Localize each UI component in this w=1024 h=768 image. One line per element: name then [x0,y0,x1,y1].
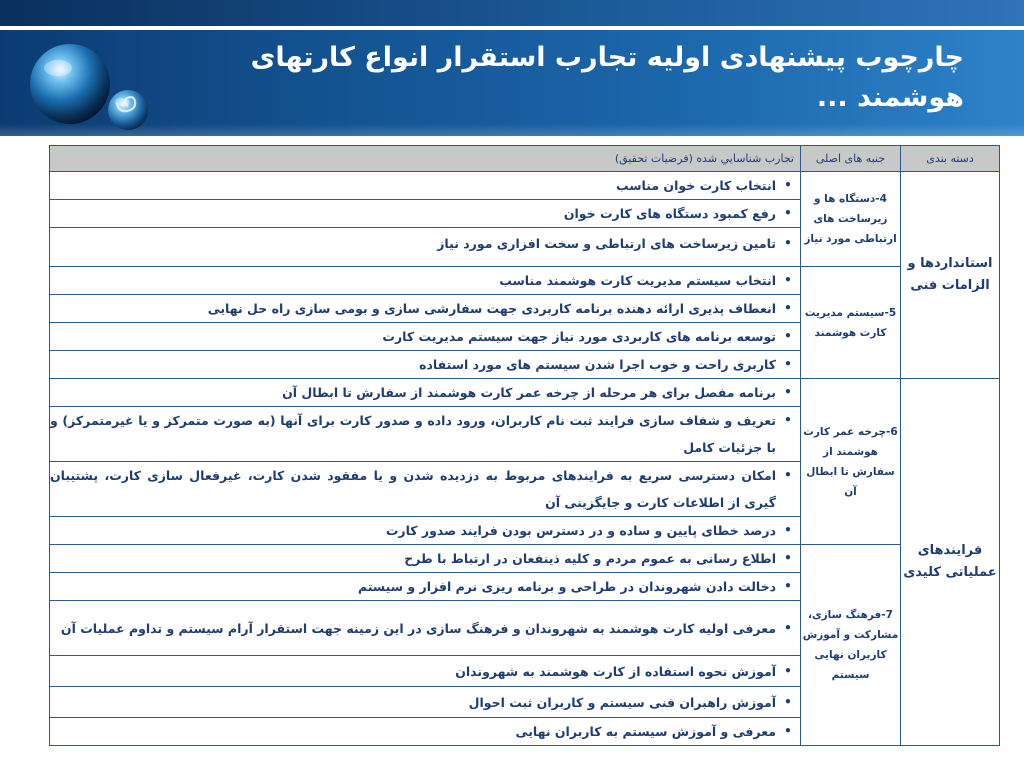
experience-cell [50,545,801,573]
experience-cell [50,407,801,462]
bullet-icon: • [784,523,792,537]
aspect-label: 7-فرهنگ سازی، مشارکت و آموزش کاربران نهایی سیستم [802,609,899,681]
bullet-icon: • [784,206,792,220]
experience-text: آموزش نحوه استفاده از کارت هوشمند به شهروندان [455,663,776,679]
experience-text: آموزش راهبران فنی سیستم و کاربران ثبت احوال [468,694,776,710]
sphere-logo-icon [24,38,154,134]
experience-text: معرفی اولیه کارت هوشمند به شهروندان و فرهنگ سازی در این زمینه جهت استقرار آرام سیستم و تداوم عملیات آن [60,620,776,636]
experience-text: برنامه مفصل برای هر مرحله از چرخه عمر کارت هوشمند از سفارش تا ابطال آن [282,385,776,400]
table-row [50,267,1000,295]
experience-text: توسعه برنامه های کاربردی مورد نیاز جهت سیستم مدیریت کارت [382,329,776,344]
experience-cell [50,351,801,379]
experience-cell [50,172,801,200]
aspect-cell-card-management-system [801,267,901,379]
experience-text: دخالت دادن شهروندان در طراحی و برنامه ریزی نرم افزار و سیستم [358,579,776,594]
bullet-icon: • [784,357,792,371]
bullet-icon: • [784,468,792,482]
aspect-cell-culture-training [801,545,901,746]
bullet-icon: • [784,551,792,565]
aspect-label: 4-دستگاه ها و زیرساخت های ارتباطی مورد نیاز [804,193,897,245]
header-aspect: جنبه های اصلی [801,146,901,172]
bullet-icon: • [784,329,792,343]
experience-text: امکان دسترسی سریع به فرایندهای مربوط به دزدیده شدن و یا مفقود شدن کارت، غیرفعال سازی کارت، پشتیبان گیری از اطلاعات کارت و جایگزینی آن [50,468,776,510]
header-category: دسته بندی [901,146,1000,172]
bullet-icon: • [784,663,792,678]
top-decorative-bar [0,0,1024,26]
bullet-icon: • [784,620,792,635]
experience-text: اطلاع رسانی به عموم مردم و کلیه ذینفعان در ارتباط با طرح [404,551,776,566]
bullet-icon: • [784,579,792,593]
table-row [50,379,1000,407]
bullet-icon: • [784,236,792,250]
table-header-row [50,146,1000,172]
experience-cell [50,379,801,407]
bullet-icon: • [784,724,792,738]
experience-cell [50,517,801,545]
experience-text: رفع کمبود دستگاه های کارت خوان [563,206,776,221]
bullet-icon: • [784,694,792,709]
experience-cell [50,687,801,718]
slide-title: چارچوب پیشنهادی اولیه تجارب استقرار انواع کارتهای هوشمند ... [250,42,964,113]
experience-text: انتخاب سیستم مدیریت کارت هوشمند مناسب [499,273,776,288]
bullet-icon: • [784,301,792,315]
experience-text: کاربری راحت و خوب اجرا شدن سیستم های مورد استفاده [419,357,776,372]
bullet-icon: • [784,385,792,399]
category-cell-key-operational-processes: فرایندهای عملیاتی کلیدی [901,379,1000,746]
experiences-table-container [49,145,999,746]
table-row [50,172,1000,200]
experience-cell [50,267,801,295]
experience-cell [50,295,801,323]
experience-cell [50,656,801,687]
bullet-icon: • [784,413,792,427]
experience-text: تعریف و شفاف سازی فرایند ثبت نام کاربران، ورود داده و صدور کارت برای آنها (به صورت متمرکز و یا غیرمتمرکز) و با جزئیات کامل [50,413,776,455]
experience-text: معرفی و آموزش سیستم به کاربران نهایی [515,724,776,739]
experience-text: درصد خطای پایین و ساده و در دسترس بودن فرایند صدور کارت [385,523,776,538]
experience-text: تامین زیرساخت های ارتباطی و سخت افزاری مورد نیاز [437,236,776,251]
aspect-cell-card-lifecycle [801,379,901,545]
experience-cell [50,323,801,351]
aspect-cell-devices-infrastructure [801,172,901,267]
header-experience: تجارب شناسايي شده (فرضيات تحقيق) [50,146,801,172]
experience-cell [50,228,801,267]
category-cell-technical-standards: استانداردها و الزامات فنی [901,172,1000,379]
aspect-label: 6-چرخه عمر کارت هوشمند از سفارش تا ابطال آن [803,425,898,498]
experience-text: انعطاف پذیری ارائه دهنده برنامه کاربردی جهت سفارشی سازی و بومی سازی راه حل نهایی [207,301,776,316]
aspect-label: 5-سیستم مدیریت کارت هوشمند [804,306,897,339]
bullet-icon: • [784,273,792,287]
experience-cell [50,573,801,601]
experience-cell [50,200,801,228]
table-row [50,545,1000,573]
experiences-table [49,145,1000,746]
experience-cell [50,462,801,517]
bullet-icon: • [784,178,792,192]
experience-cell [50,718,801,746]
experience-text: انتخاب کارت خوان مناسب [616,178,776,193]
experience-cell [50,601,801,656]
